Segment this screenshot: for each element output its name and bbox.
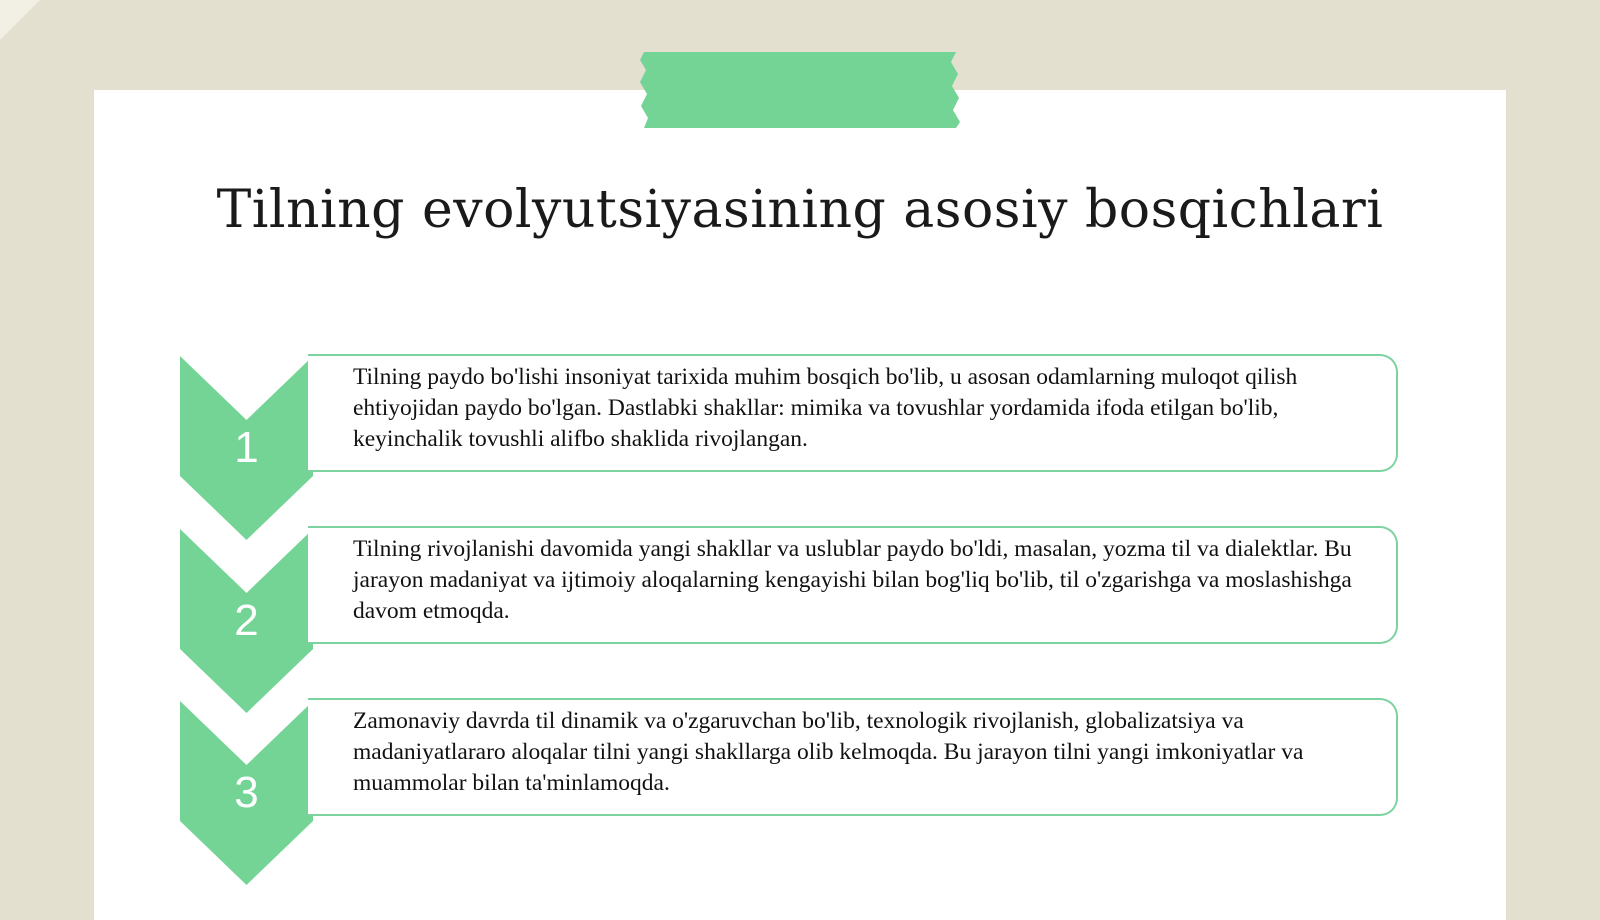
step-2-number: 2 — [234, 596, 259, 645]
step-3-text: Zamonaviy davrda til dinamik va o'zgaruvchan bo'lib, texnologik rivojlanish, globalizatsiya va madaniyatlararo aloqalar tilni yangi shakllarga olib kelmoqda. Bu jarayon tilni yangi imkoniyatlar va muammolar bilan ta'minlamoqda. — [353, 708, 1304, 796]
step-1-text: Tilning paydo bo'lishi insoniyat tarixida muhim bosqich bo'lib, u asosan odamlarning muloqot qilish ehtiyojidan paydo bo'lgan. Dastlabki shakllar: mimika va tovushlar yordamida ifoda etilgan bo'lib, keyinchalik tovushli alifbo shaklida rivojlangan. — [353, 364, 1298, 452]
tape-decoration — [640, 52, 960, 128]
step-3-number: 3 — [234, 768, 259, 817]
step-1-number: 1 — [234, 423, 259, 472]
slide-title: Tilning evolyutsiyasining asosiy bosqichlari — [216, 180, 1384, 240]
step-2-text: Tilning rivojlanishi davomida yangi shakllar va uslublar paydo bo'ldi, masalan, yozma til va dialektlar. Bu jarayon madaniyat va ijtimoiy aloqalarning kengayishi bilan bog'liq bo'lib, til o'zgarishga va moslashishga davom etmoqda. — [353, 536, 1352, 624]
corner-shade — [0, 0, 40, 40]
